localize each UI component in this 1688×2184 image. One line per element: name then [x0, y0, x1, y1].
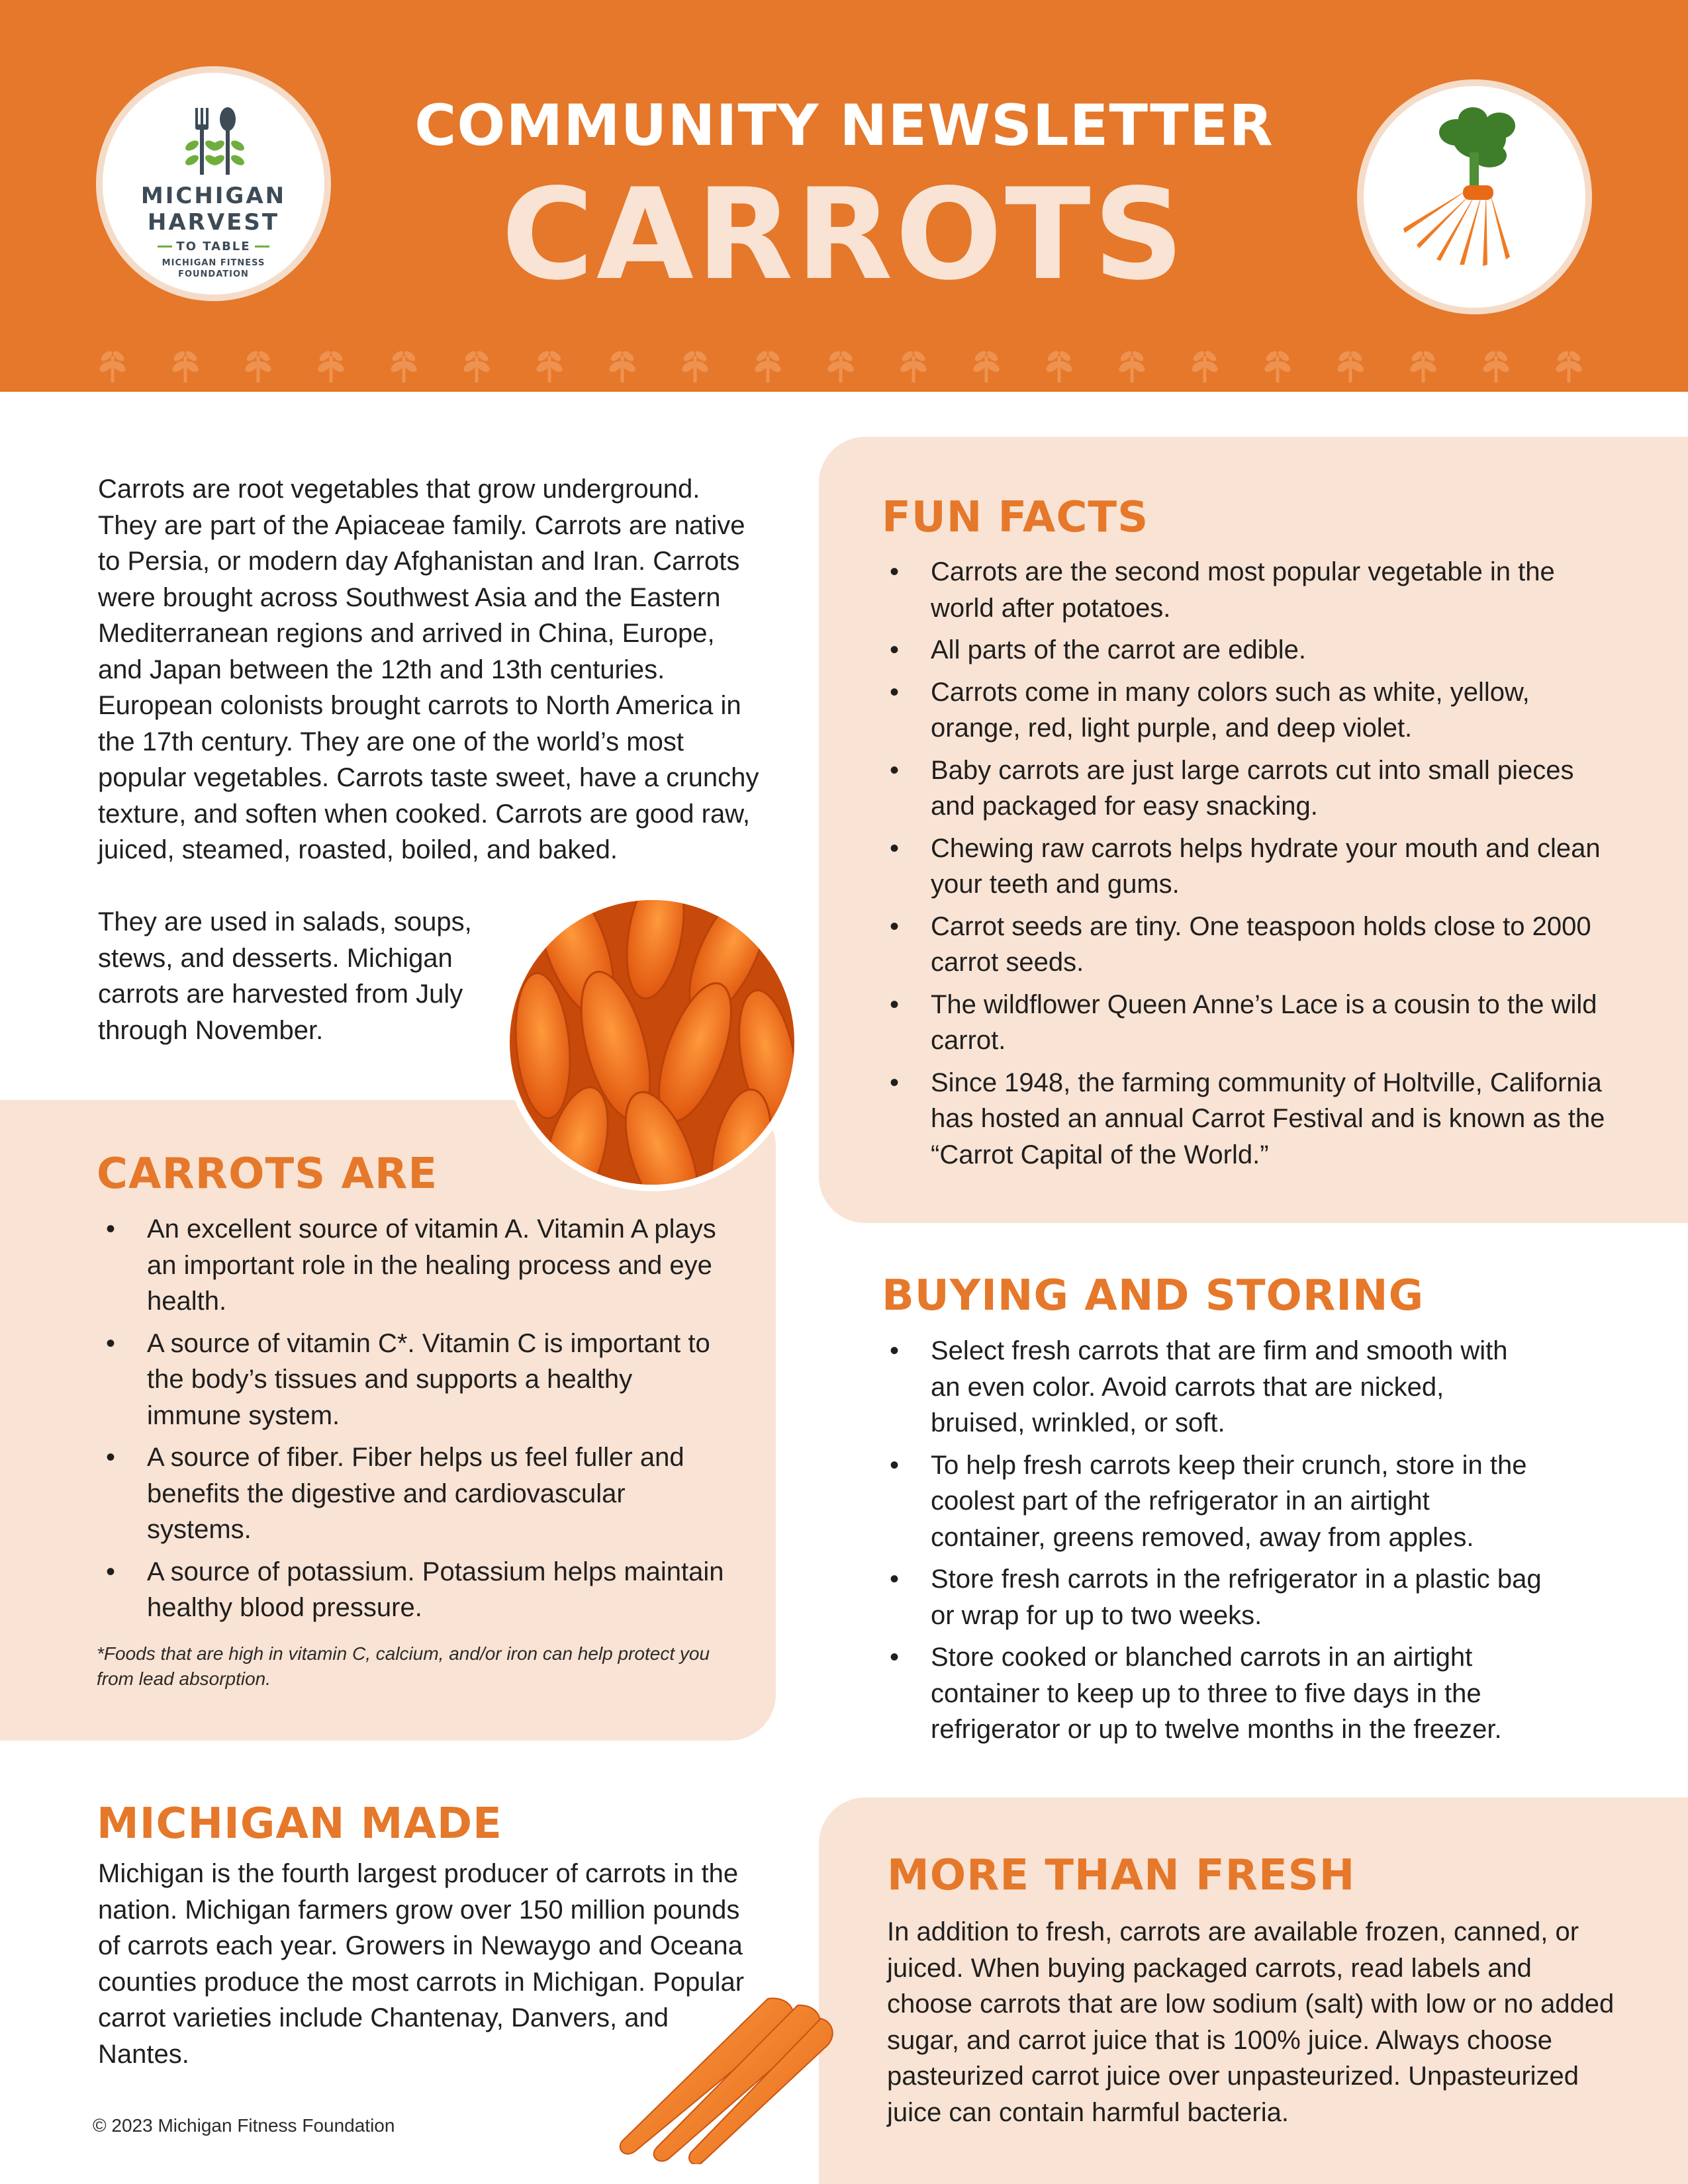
carrots-photo	[503, 893, 801, 1191]
list-item: • Carrot seeds are tiny. One teaspoon holds close to 2000 carrot seeds.	[890, 911, 1591, 977]
list-item: • The wildflower Queen Anne’s Lace is a cousin to the wild carrot.	[890, 989, 1597, 1055]
logo-text-michigan-fitness: MICHIGAN FITNESS	[162, 258, 265, 268]
michigan-made-paragraph: Michigan is the fourth largest producer of carrots in the nation. Michigan farmers grow over 150 million pounds of carrots each year. Growers in Newaygo and Oceana counties produce the most carrots in Michigan. Popular carrot varieties include Chantenay, Danvers, and Nantes.	[98, 1859, 745, 2069]
carrots-are-heading: CARROTS ARE	[97, 1150, 438, 1199]
intro-paragraph-continued: They are used in salads, soups, stews, and desserts. Michigan carrots are harvested from July through November.	[98, 907, 472, 1045]
list-item: • An excellent source of vitamin A. Vitamin A plays an important role in the healing process and eye health.	[106, 1214, 716, 1316]
list-item: • A source of potassium. Potassium helps maintain healthy blood pressure.	[106, 1557, 724, 1622]
carrot-bunch-image	[1357, 79, 1592, 314]
logo-text-harvest: HARVEST	[147, 209, 280, 236]
logo-text-to-table: TO TABLE	[158, 240, 269, 253]
buying-storing-heading: BUYING AND STORING	[882, 1271, 1425, 1320]
newsletter-subtitle: COMMUNITY NEWSLETTER	[414, 93, 1274, 159]
list-item: • All parts of the carrot are edible.	[890, 635, 1306, 664]
buying-storing-list	[882, 1333, 1544, 1754]
header-banner	[0, 0, 1688, 392]
list-item: • Chewing raw carrots helps hydrate your mouth and clean your teeth and gums.	[890, 833, 1601, 899]
list-item: • Baby carrots are just large carrots cut into small pieces and packaged for easy snacking.	[890, 755, 1574, 821]
michigan-harvest-logo	[96, 66, 331, 301]
fun-facts-list	[882, 554, 1610, 1179]
list-item: • To help fresh carrots keep their crunch, store in the coolest part of the refrigerator in an airtight container, greens removed, away from apples.	[890, 1450, 1527, 1552]
carrots-are-list	[98, 1211, 733, 1632]
list-item: • Carrots come in many colors such as white, yellow, orange, red, light purple, and deep violet.	[890, 677, 1530, 743]
carrot-bunch-icon	[1364, 86, 1585, 308]
three-carrots-image	[609, 1985, 834, 2164]
list-item: • Since 1948, the farming community of Holtville, California has hosted an annual Carrot Festival and is known as the “Carrot Capital of the World.”	[890, 1068, 1605, 1169]
list-item: • Carrots are the second most popular vegetable in the world after potatoes.	[890, 557, 1555, 623]
list-item: • Select fresh carrots that are firm and smooth with an even color. Avoid carrots that are nicked, bruised, wrinkled, or soft.	[890, 1336, 1508, 1437]
list-item: • A source of fiber. Fiber helps us feel fuller and benefits the digestive and cardiovascular systems.	[106, 1443, 684, 1544]
intro-paragraph: Carrots are root vegetables that grow underground. They are part of the Apiaceae family. Carrots are native to Persia, or modern day Afghanistan and Iran. Carrots were brought across Southwest Asia and the Eastern Mediterranean regions and arrived in China, Europe, and Japan between the 12th and 13th centuries. European colonists brought carrots to North America in the 17th century. They are one of the world’s most popular vegetables. Carrots taste sweet, have a crunchy texture, and soften when cooked. Carrots are good raw, juiced, steamed, roasted, boiled, and baked.	[98, 475, 759, 864]
list-item: • Store fresh carrots in the refrigerator in a plastic bag or wrap for up to two weeks.	[890, 1565, 1542, 1630]
vitamin-c-footnote: *Foods that are high in vitamin C, calcium, and/or iron can help protect you from lead absorption.	[97, 1643, 710, 1689]
list-item: • A source of vitamin C*. Vitamin C is important to the body’s tissues and supports a healthy immune system.	[106, 1328, 710, 1430]
copyright: © 2023 Michigan Fitness Foundation	[93, 2115, 395, 2136]
sprig-pattern	[93, 344, 1595, 384]
logo-text-foundation: FOUNDATION	[178, 269, 249, 279]
michigan-made-heading: MICHIGAN MADE	[97, 1799, 502, 1848]
fork-spoon-sprout-icon	[177, 105, 250, 177]
more-than-fresh-paragraph: In addition to fresh, carrots are available frozen, canned, or juiced. When buying packaged carrots, read labels and choose carrots that are low sodium (salt) with low or no added sugar, and carrot juice that is 100% juice. Always choose pasteurized carrot juice over unpasteurized. Unpasteurized juice can contain harmful bacteria.	[887, 1917, 1615, 2127]
page-title: CARROTS	[501, 161, 1187, 308]
fun-facts-heading: FUN FACTS	[882, 493, 1149, 542]
logo-text-michigan: MICHIGAN	[140, 183, 287, 209]
list-item: • Store cooked or blanched carrots in an airtight container to keep up to three to five days in the refrigerator or up to twelve months in the freezer.	[890, 1643, 1502, 1744]
more-than-fresh-heading: MORE THAN FRESH	[887, 1851, 1356, 1900]
